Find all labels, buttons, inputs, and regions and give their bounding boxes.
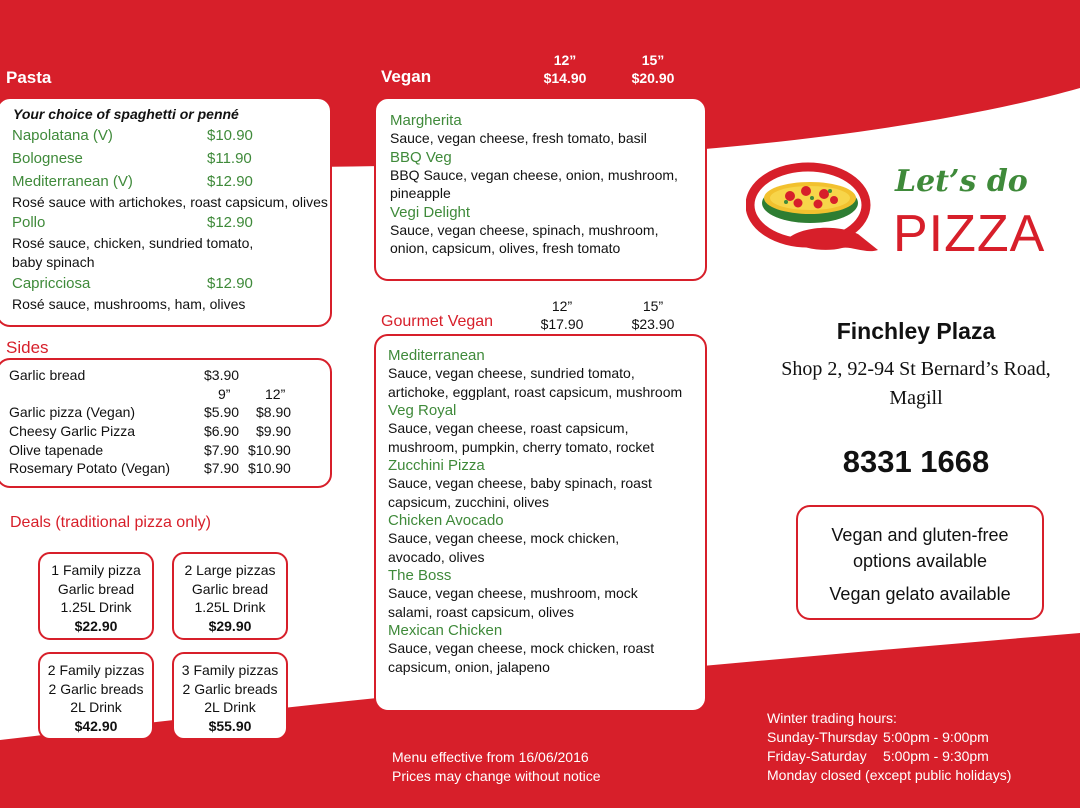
size-price: $14.90 [543,70,587,86]
gourmet-item-desc: Sauce, vegan cheese, sundried tomato, artichoke, eggplant, roast capsicum, mushroom [388,365,683,400]
sides-item-price: $6.90 [204,423,240,439]
pasta-item-price: $11.90 [207,150,252,167]
pasta-item-price: $12.90 [207,214,253,231]
pasta-item-price: $12.90 [207,275,253,292]
deal-line: 2 Family pizzas [47,662,145,678]
vegan-item-name: Vegi Delight [390,203,471,221]
sides-size-small: 9” [218,386,231,402]
gourmet-item [388,347,693,401]
gourmet-item-desc: Sauce, vegan cheese, roast capsicum, mushroom, pumpkin, cherry tomato, rocket [388,420,655,455]
size-label: 15” [642,298,664,314]
gourmet-item-desc: Sauce, vegan cheese, baby spinach, roast capsicum, zucchini, olives [388,475,652,510]
deal-line: 2 Garlic breads [48,680,144,697]
deals-heading: Deals (traditional pizza only) [10,514,211,531]
pasta-item-name: Capricciosa [12,275,91,292]
deal-line: 2 Garlic breads [182,680,278,697]
sides-heading: Sides [6,338,49,357]
size-label: 15” [641,52,665,68]
store-address-line1: Shop 2, 92-94 St Bernard’s Road, [781,358,1051,380]
vegan-item-name: BBQ Veg [390,148,452,166]
pasta-subtitle: Your choice of spaghetti or penné [13,106,239,122]
gourmet-item-name: Veg Royal [388,402,457,419]
deal-card [172,552,288,640]
deal-card [38,552,154,640]
pasta-item-name: Mediterranean (V) [12,173,133,190]
gourmet-item-name: The Boss [388,567,452,584]
size-price: $23.90 [631,316,675,332]
vegan-box [374,97,707,281]
sides-item-name: Garlic bread [9,367,86,383]
vegan-item [390,149,691,203]
sides-item-price-large: $9.90 [256,423,292,439]
sides-item-name: Garlic pizza (Vegan) [9,404,136,420]
pasta-item-desc: Rosé sauce, mushrooms, ham, olives [12,296,246,312]
vegan-notice-box [796,505,1044,620]
pasta-heading: Pasta [6,68,52,87]
trading-hours [767,709,1011,785]
store-address-line2: Magill [889,387,943,409]
brand-tagline: Let’s do [895,164,1028,199]
hours-row [767,728,1011,747]
vegan-size-large [628,51,678,87]
notice-line: Vegan gelato available [829,584,1011,604]
deal-price: $29.90 [208,617,252,634]
gourmet-item-name: Mexican Chicken [388,622,503,639]
hours-days: Sunday-Thursday [767,729,878,745]
vegan-heading: Vegan [381,67,432,86]
store-address [778,355,1054,413]
sides-item-name: Olive tapenade [9,442,104,458]
vegan-item [390,204,691,258]
deal-line: 1 Family pizza [51,562,141,578]
pasta-item-name: Bolognese [12,150,83,167]
store-phone[interactable]: 8331 1668 [842,444,990,479]
pasta-item-desc: Rosé sauce, chicken, sundried tomato, baby spinach [12,235,254,270]
hours-days: Friday-Saturday [767,748,867,764]
deal-line: Garlic bread [191,580,269,597]
sides-size-large: 12” [265,386,286,402]
sides-item-price: $3.90 [204,367,240,383]
gourmet-size-small [537,297,587,333]
deal-price: $22.90 [74,617,118,634]
footer-price-notice: Prices may change without notice [392,768,601,784]
gourmet-item-name: Mediterranean [388,347,485,364]
vegan-item-desc: Sauce, vegan cheese, spinach, mushroom, onion, capsicum, olives, fresh tomato [390,221,659,256]
deal-line: 3 Family pizzas [181,662,279,678]
gourmet-item-name: Zucchini Pizza [388,457,485,474]
gourmet-item-desc: Sauce, vegan cheese, mock chicken, roast capsicum, onion, jalapeno [388,640,655,675]
size-price: $20.90 [631,70,675,86]
gourmet-item-desc: Sauce, vegan cheese, mushroom, mock salami, roast capsicum, olives [388,585,638,620]
deal-line: 2 Large pizzas [184,562,276,578]
menu-footer [392,748,601,786]
pizza-logo-icon [746,158,886,260]
deal-price: $55.90 [208,717,252,734]
pasta-item-desc: Rosé sauce with artichokes, roast capsicum, olives [12,194,328,210]
pasta-item-name: Pollo [12,214,46,231]
footer-effective-date: Menu effective from 16/06/2016 [392,749,589,765]
notice-line: Vegan and gluten-free [831,525,1009,545]
hours-closed: Monday closed (except public holidays) [767,767,1012,783]
pasta-item-price: $10.90 [207,127,253,144]
sides-item-price: $5.90 [204,404,240,420]
gourmet-box [374,334,707,712]
gourmet-item [388,622,693,676]
vegan-item [390,112,691,148]
sides-item-name: Rosemary Potato (Vegan) [9,460,171,476]
notice-line: options available [852,551,988,571]
brand-name: PIZZA [893,205,1046,263]
gourmet-item-desc: Sauce, vegan cheese, mock chicken, avocado, olives [388,530,620,565]
vegan-item-name: Margherita [390,112,462,129]
gourmet-heading: Gourmet Vegan [381,313,494,330]
store-name: Finchley Plaza [836,318,996,344]
deal-line: 2L Drink [204,699,256,715]
size-price: $17.90 [540,316,584,332]
pasta-item-price: $12.90 [207,173,253,190]
hours-row [767,747,1011,766]
gourmet-item [388,402,693,456]
sides-item-price: $7.90 [204,460,240,476]
gourmet-item [388,457,693,511]
size-label: 12” [553,52,577,68]
gourmet-item [388,567,693,621]
vegan-item-desc: BBQ Sauce, vegan cheese, onion, mushroom, pineapple [390,166,678,201]
hours-title: Winter trading hours: [767,710,897,726]
vegan-size-small [540,51,590,87]
deal-card [172,652,288,740]
pasta-box [0,97,332,327]
deal-price: $42.90 [74,717,118,734]
deal-line: 1.25L Drink [194,599,266,615]
sides-item-price-large: $10.90 [248,460,291,476]
sides-box [0,358,332,488]
sides-item-price-large: $8.90 [256,404,292,420]
gourmet-item-name: Chicken Avocado [388,512,504,529]
sides-item-name: Cheesy Garlic Pizza [9,423,136,439]
hours-time: 5:00pm - 9:30pm [883,748,989,764]
size-label: 12” [551,298,573,314]
deal-line: Garlic bread [57,580,135,597]
gourmet-item [388,512,693,566]
deal-line: 1.25L Drink [60,599,132,615]
pasta-item-name: Napolatana (V) [12,127,113,144]
hours-time: 5:00pm - 9:00pm [883,729,989,745]
deal-line: 2L Drink [70,699,122,715]
vegan-item-desc: Sauce, vegan cheese, fresh tomato, basil [390,130,647,146]
sides-item-price: $7.90 [204,442,240,458]
sides-item-price-large: $10.90 [248,442,291,458]
deal-card [38,652,154,740]
gourmet-size-large [628,297,678,333]
